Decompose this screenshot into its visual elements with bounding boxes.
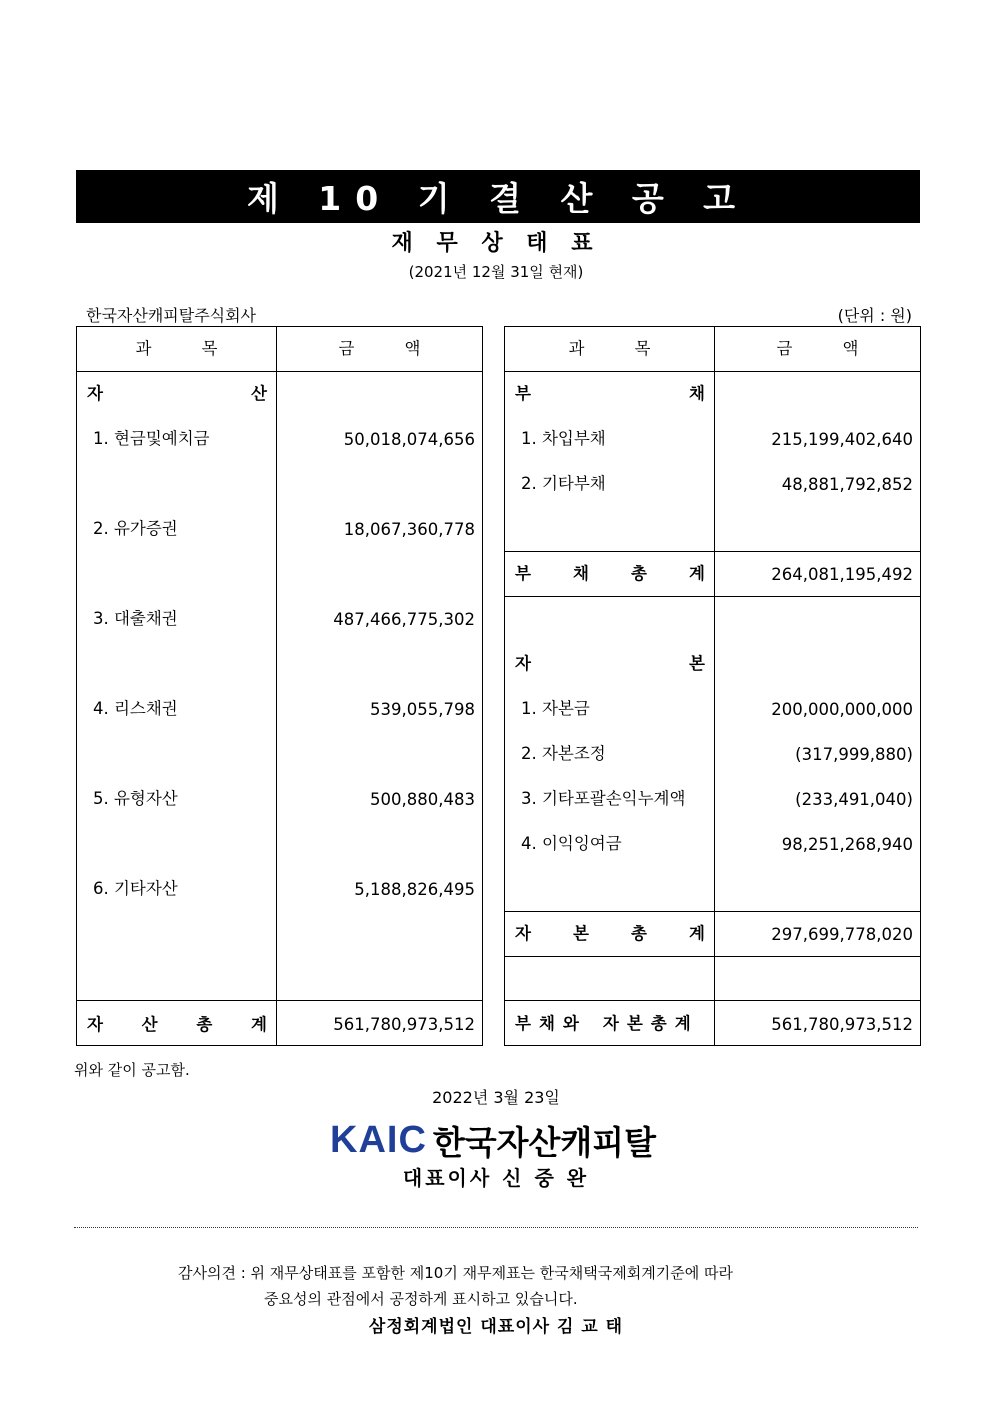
asset-item-label: 4. 리스채권	[93, 699, 178, 718]
logo-mark: KAIC	[330, 1118, 427, 1161]
liability-item-label: 1. 차입부채	[521, 429, 606, 448]
unit-label: (단위 : 원)	[837, 306, 912, 325]
asset-item-label: 1. 현금및예치금	[93, 429, 210, 448]
liabilities-section-label: 부 채	[515, 384, 705, 403]
account-header: 과 목	[135, 339, 218, 358]
asset-item-amount: 539,055,798	[370, 700, 475, 719]
liabilities-equity-table	[504, 326, 921, 1046]
asset-item-amount: 50,018,074,656	[343, 430, 475, 449]
account-header: 과 목	[568, 339, 651, 358]
grand-total-label: 부 채 와 자 본 총 계	[515, 1014, 691, 1033]
assets-total-amount: 561,780,973,512	[333, 1015, 475, 1034]
liabilities-total-label: 부 채 총 계	[515, 564, 705, 583]
amount-header: 금 액	[338, 339, 421, 358]
equity-item-label: 2. 자본조정	[521, 744, 606, 763]
asset-item-amount: 18,067,360,778	[343, 520, 475, 539]
company-logo	[330, 1118, 656, 1162]
asset-item-amount: 487,466,775,302	[333, 610, 475, 629]
asset-item-label: 5. 유형자산	[93, 789, 178, 808]
liabilities-total-amount: 264,081,195,492	[771, 565, 913, 584]
logo-text: 한국자산캐피탈	[432, 1122, 657, 1162]
equity-total-amount: 297,699,778,020	[771, 925, 913, 944]
publish-date: 2022년 3월 23일	[432, 1088, 560, 1107]
equity-item-label: 3. 기타포괄손익누계액	[521, 789, 686, 808]
equity-item-label: 1. 자본금	[521, 699, 590, 718]
equity-item-amount: 200,000,000,000	[771, 700, 913, 719]
liability-item-amount: 215,199,402,640	[771, 430, 913, 449]
as-of-date: (2021년 12월 31일 현재)	[408, 263, 584, 281]
equity-item-amount: (317,999,880)	[795, 745, 913, 764]
assets-table	[76, 326, 483, 1046]
dotted-divider	[74, 1227, 918, 1228]
auditor-signature: 삼정회계법인 대표이사 김 교 태	[368, 1317, 624, 1337]
notice-text: 위와 같이 공고함.	[74, 1061, 190, 1079]
asset-item-label: 3. 대출채권	[93, 609, 178, 628]
grand-total-amount: 561,780,973,512	[771, 1015, 913, 1034]
assets-section-label: 자 산	[87, 384, 267, 403]
liability-item-amount: 48,881,792,852	[781, 475, 913, 494]
asset-item-amount: 500,880,483	[370, 790, 475, 809]
asset-item-label: 2. 유가증권	[93, 519, 178, 538]
equity-section-label: 자 본	[515, 654, 705, 673]
amount-header: 금 액	[776, 339, 859, 358]
audit-opinion-line-2: 중요성의 관점에서 공정하게 표시하고 있습니다.	[264, 1290, 578, 1308]
page-title: 제 10 기 결 산 공 고	[76, 170, 920, 223]
statement-title: 재 무 상 태 표	[391, 231, 601, 256]
ceo-signature: 대표이사 신 중 완	[402, 1166, 590, 1190]
company-name: 한국자산캐피탈주식회사	[86, 306, 257, 325]
asset-item-label: 6. 기타자산	[93, 879, 178, 898]
equity-item-label: 4. 이익잉여금	[521, 834, 622, 853]
audit-opinion-line-1: 감사의견 : 위 재무상태표를 포함한 제10기 재무제표는 한국채택국제회계기준에 따라	[178, 1264, 733, 1282]
assets-total-label: 자 산 총 계	[87, 1015, 267, 1034]
equity-item-amount: 98,251,268,940	[781, 835, 913, 854]
liability-item-label: 2. 기타부채	[521, 474, 606, 493]
asset-item-amount: 5,188,826,495	[354, 880, 475, 899]
equity-item-amount: (233,491,040)	[795, 790, 913, 809]
equity-total-label: 자 본 총 계	[515, 924, 705, 943]
